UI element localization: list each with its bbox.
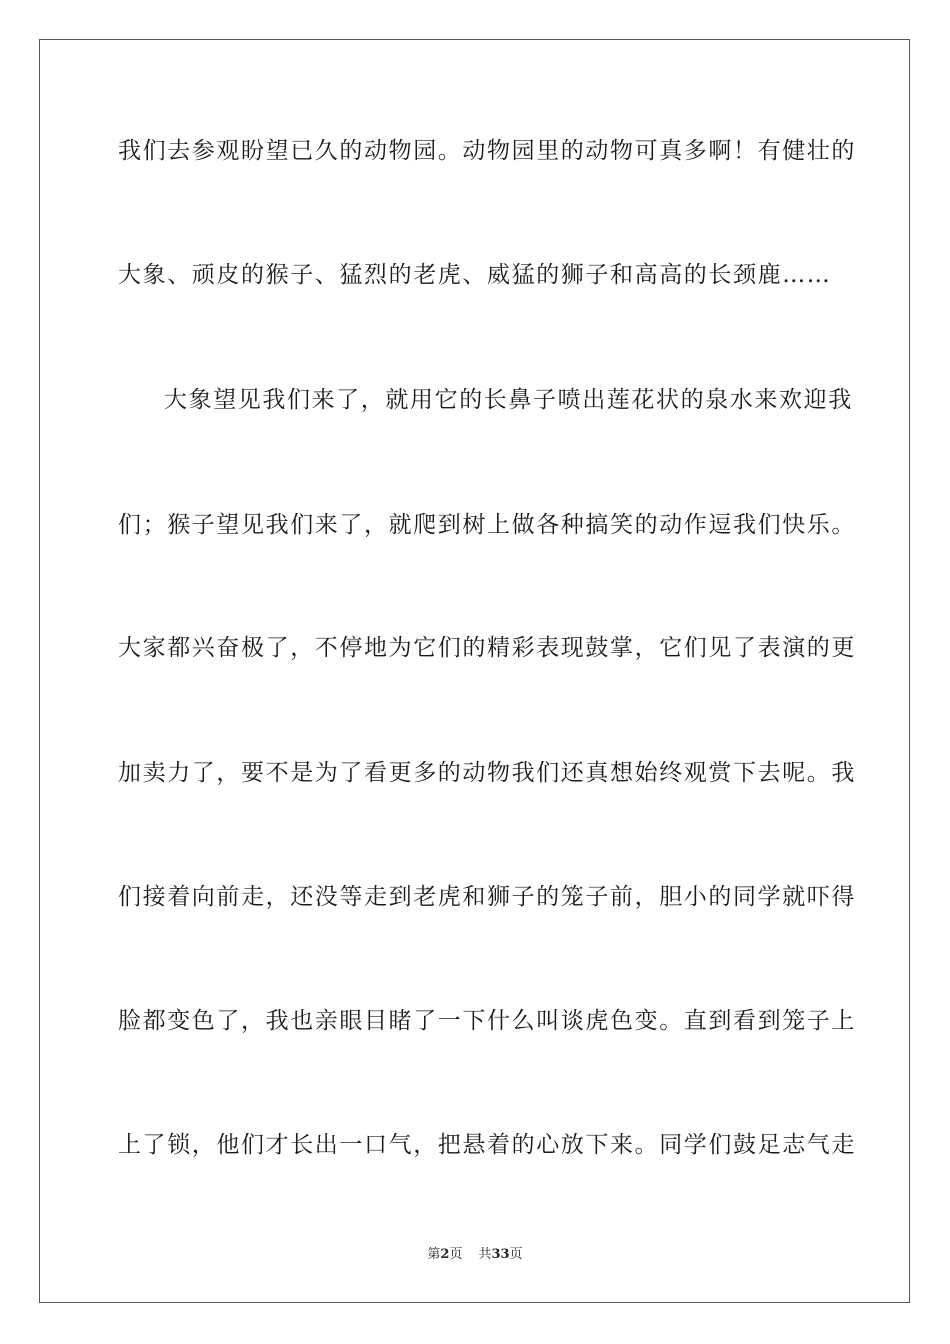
text-line-3: 大象望见我们来了，就用它的长鼻子喷出莲花状的泉水来欢迎我 <box>164 387 853 413</box>
page-border <box>39 39 910 1303</box>
text-line-4: 们；猴子望见我们来了，就爬到树上做各种搞笑的动作逗我们快乐。 <box>118 512 856 538</box>
page-suffix: 页 <box>449 1247 463 1262</box>
text-line-2: 大象、顽皮的猴子、猛烈的老虎、威猛的狮子和高高的长颈鹿…… <box>118 262 832 288</box>
text-line-6: 加卖力了，要不是为了看更多的动物我们还真想始终观赏下去呢。我 <box>118 760 856 786</box>
total-prefix: 共 <box>478 1247 492 1262</box>
page-number: 2 <box>440 1247 450 1262</box>
total-suffix: 页 <box>509 1247 523 1262</box>
total-pages: 33 <box>491 1247 510 1262</box>
text-line-7: 们接着向前走，还没等走到老虎和狮子的笼子前，胆小的同学就吓得 <box>118 884 856 910</box>
text-line-9: 上了锁，他们才长出一口气，把悬着的心放下来。同学们鼓足志气走 <box>118 1132 856 1158</box>
page-prefix: 第 <box>427 1247 441 1262</box>
text-line-1: 我们去参观盼望已久的动物园。动物园里的动物可真多啊！有健壮的 <box>118 138 856 164</box>
text-line-8: 脸都变色了，我也亲眼目睹了一下什么叫谈虎色变。直到看到笼子上 <box>118 1008 856 1034</box>
text-line-5: 大家都兴奋极了，不停地为它们的精彩表现鼓掌，它们见了表演的更 <box>118 635 856 661</box>
page-footer <box>0 1246 950 1264</box>
